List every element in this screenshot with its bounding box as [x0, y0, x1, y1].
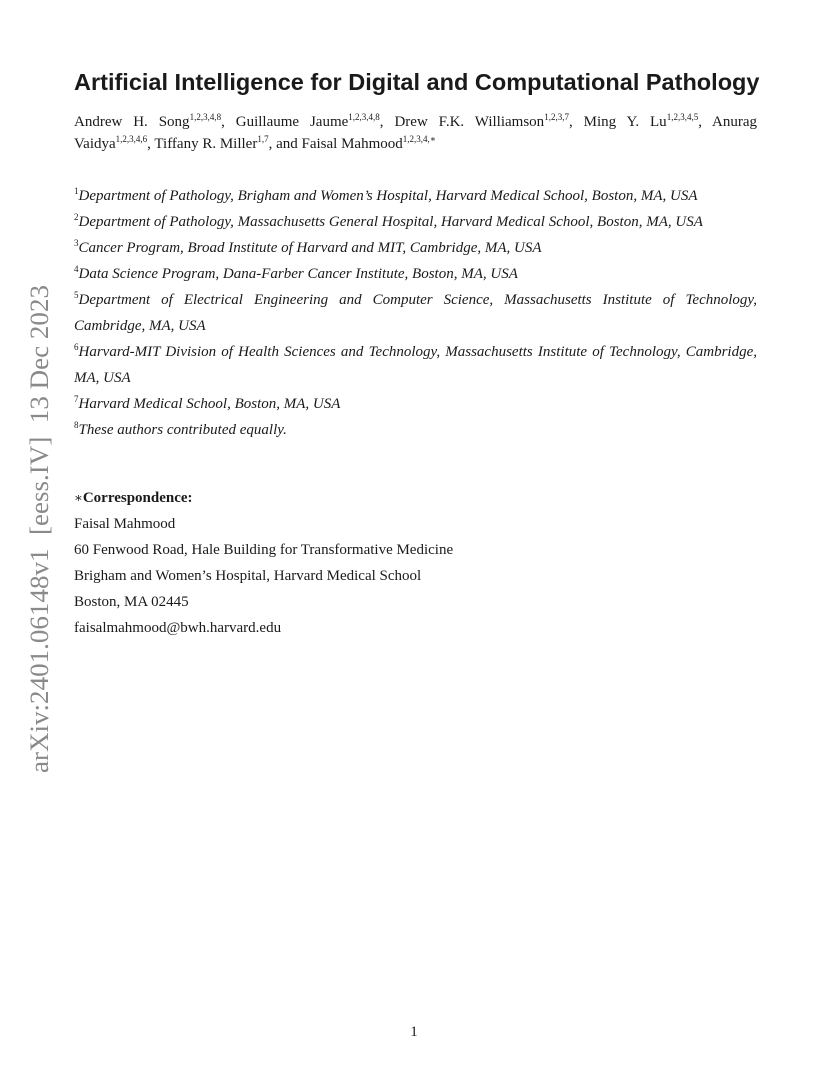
- affiliation-item: [74, 209, 757, 235]
- paper-title: Artificial Intelligence for Digital and Computational Pathology: [74, 69, 760, 95]
- arxiv-stamp: [18, 283, 58, 773]
- author-affiliation-superscript: 1,2,3,4,8: [348, 112, 380, 122]
- correspondence-heading: [74, 485, 757, 511]
- affiliation-number: 8: [74, 420, 79, 430]
- author-separator: , and: [268, 136, 302, 152]
- author-affiliation-superscript: 1,2,3,4,6: [115, 134, 148, 144]
- page-number: 1: [410, 1024, 418, 1040]
- correspondence-email[interactable]: faisalmahmood@bwh.harvard.edu: [74, 620, 282, 636]
- author-name: Ming Y. Lu: [583, 114, 667, 130]
- affiliation-number: 6: [74, 342, 79, 352]
- author-affiliation-superscript: 1,2,3,7: [544, 112, 569, 122]
- affiliation-number: 7: [74, 394, 79, 404]
- author-name: Anurag Vaidya: [74, 114, 758, 152]
- author-separator: ,: [147, 136, 155, 152]
- author-separator: ,: [379, 114, 395, 130]
- affiliation-number: 4: [74, 264, 79, 274]
- arxiv-identifier[interactable]: arXiv:2401.06148v1 [eess.IV] 13 Dec 2023: [25, 303, 54, 773]
- affiliation-number: 1: [74, 186, 79, 196]
- affiliation-text: Department of Pathology, Massachusetts General Hospital, Harvard Medical School, Boston, MA, USA: [78, 214, 703, 230]
- correspondence-heading-text: Correspondence:: [82, 490, 193, 506]
- affiliation-item: [74, 235, 757, 261]
- author-affiliation-superscript: 1,7: [257, 134, 269, 144]
- author-affiliation-superscript: 1,2,3,4,5: [666, 112, 699, 122]
- author-affiliation-superscript: 1,2,3,4,8: [189, 112, 222, 122]
- affiliation-text: Department of Electrical Engineering and Computer Science, Massachusetts Institute of Technology, Cambridge, MA, USA: [74, 292, 757, 334]
- affiliation-number: 5: [74, 290, 79, 300]
- author-name: Drew F.K. Williamson: [394, 114, 545, 130]
- affiliation-text: These authors contributed equally.: [78, 422, 287, 438]
- affiliation-item: [74, 339, 757, 391]
- affiliation-text: Cancer Program, Broad Institute of Harvard and MIT, Cambridge, MA, USA: [78, 240, 542, 256]
- affiliation-item: [74, 417, 757, 443]
- author-separator: ,: [698, 114, 713, 130]
- affiliation-text: Data Science Program, Dana-Farber Cancer Institute, Boston, MA, USA: [78, 266, 518, 282]
- affiliation-text: Harvard Medical School, Boston, MA, USA: [78, 396, 341, 412]
- author-name: Faisal Mahmood: [301, 136, 403, 152]
- correspondence-block: [74, 485, 757, 641]
- correspondence-city: Boston, MA 02445: [74, 594, 189, 610]
- affiliation-item: [74, 261, 757, 287]
- author-list: [74, 111, 757, 155]
- affiliation-item: [74, 287, 757, 339]
- correspondence-address-line: 60 Fenwood Road, Hale Building for Transformative Medicine: [74, 542, 454, 558]
- correspondence-marker: ∗: [74, 490, 83, 505]
- correspondence-institution: Brigham and Women’s Hospital, Harvard Medical School: [74, 568, 422, 584]
- author-separator: ,: [568, 114, 584, 130]
- affiliation-text: Department of Pathology, Brigham and Women’s Hospital, Harvard Medical School, Boston, MA, USA: [78, 188, 698, 204]
- affiliation-item: [74, 183, 757, 209]
- author-separator: ,: [221, 114, 236, 130]
- author-name: Guillaume Jaume: [235, 114, 349, 130]
- affiliation-item: [74, 391, 757, 417]
- affiliation-list: [74, 183, 757, 443]
- author-affiliation-superscript: 1,2,3,4,∗: [402, 134, 436, 144]
- author-name: Tiffany R. Miller: [154, 136, 258, 152]
- author-name: Andrew H. Song: [74, 114, 190, 130]
- affiliation-number: 2: [74, 212, 79, 222]
- affiliation-text: Harvard-MIT Division of Health Sciences and Technology, Massachusetts Institute of Technology, Cambridge, MA, USA: [74, 344, 757, 386]
- correspondence-name: Faisal Mahmood: [74, 516, 176, 532]
- affiliation-number: 3: [74, 238, 79, 248]
